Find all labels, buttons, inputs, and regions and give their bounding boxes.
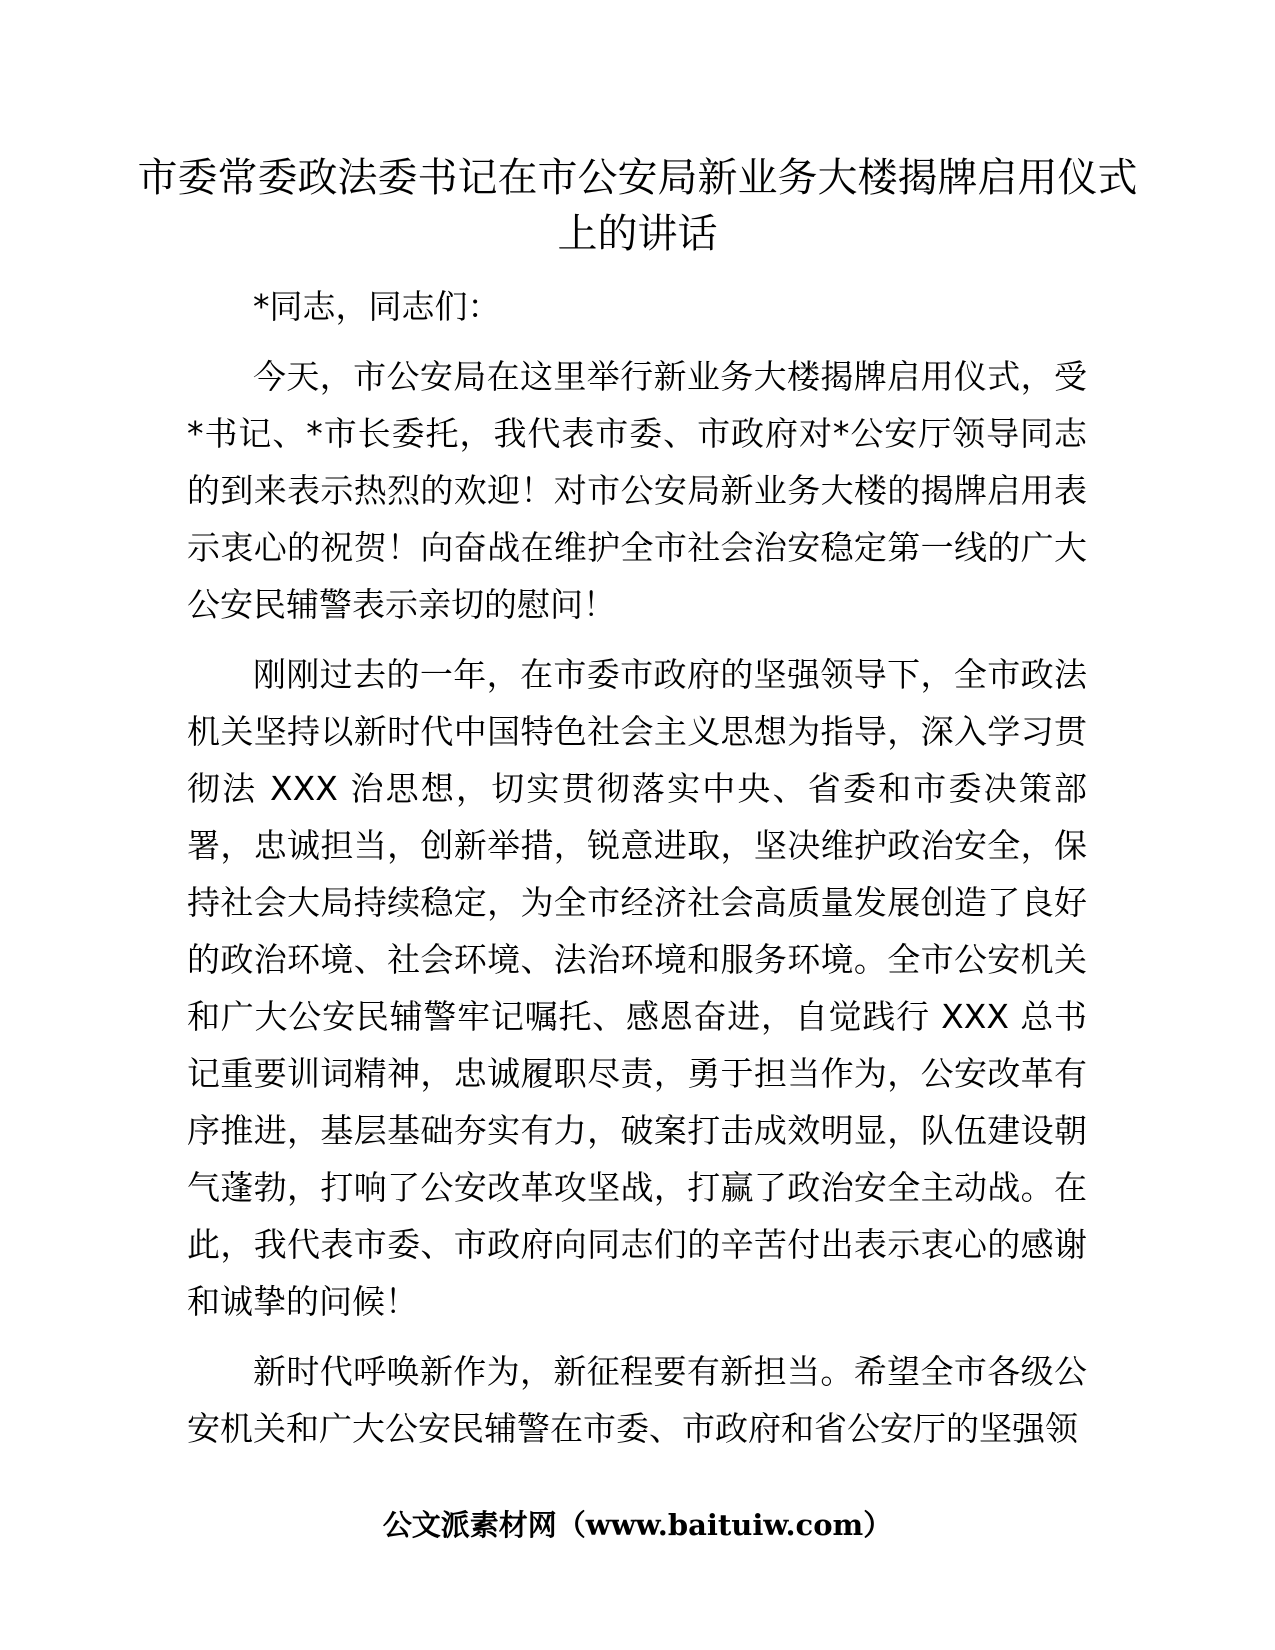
paragraph-2: 刚刚过去的一年，在市委市政府的坚强领导下，全市政法机关坚持以新时代中国特色社会主义思想为指导，深入学习贯彻法 XXX 治思想，切实贯彻落实中央、省委和市委决策部署，忠诚担当，创新举措，锐意进取，坚决维护政治安全，保持社会大局持续稳定，为全市经济社会高质量发展创造了良好的政治环境、社会环境、法治环境和服务环境。全市公安机关和广大公安民辅警牢记嘱托、感恩奋进，自觉践行 XXX 总书记重要训词精神，忠诚履职尽责，勇于担当作为，公安改革有序推进，基层基础夯实有力，破案打击成效明显，队伍建设朝气蓬勃，打响了公安改革攻坚战，打赢了政治安全主动战。在此，我代表市委、市政府向同志们的辛苦付出表示衷心的感谢和诚挚的问候！ [187,655,1087,1321]
document-title: 市委常委政法委书记在市公安局新业务大楼揭牌启用仪式上的讲话 [137,155,1138,257]
salutation: *同志，同志们： [253,287,501,326]
document-body [187,278,1087,1470]
footer-watermark: 公文派素材网（www.baituiw.com） [382,1508,893,1542]
paragraph-1: 今天，市公安局在这里举行新业务大楼揭牌启用仪式，受*书记、*市长委托，我代表市委、市政府对*公安厅领导同志的到来表示热烈的欢迎！对市公安局新业务大楼的揭牌启用表示衷心的祝贺！向奋战在维护全市社会治安稳定第一线的广大公安民辅警表示亲切的慰问！ [187,357,1087,624]
paragraph-3: 新时代呼唤新作为，新征程要有新担当。希望全市各级公安机关和广大公安民辅警在市委、市政府和省公安厅的坚强领 [187,1352,1087,1448]
